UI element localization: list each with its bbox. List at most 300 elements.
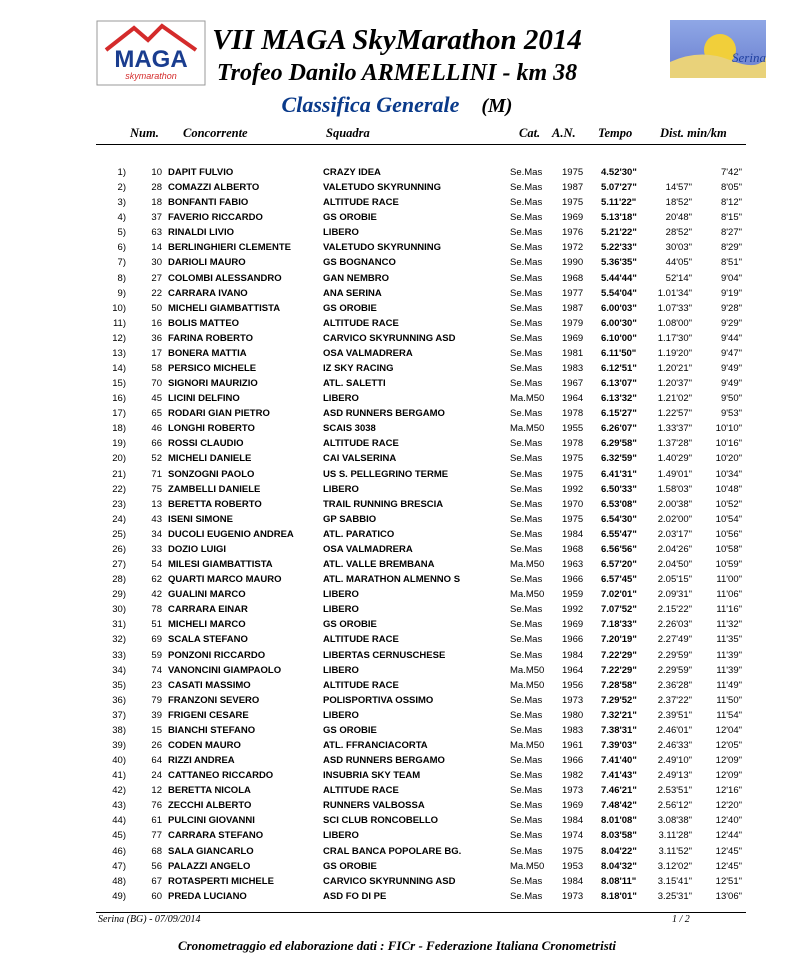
row-gap: 30'03" [665,242,692,254]
row-bib: 13 [151,498,162,510]
row-team: ATL. SALETTI [323,378,386,390]
row-team: CAI VALSERINA [323,453,397,465]
row-bib: 50 [151,302,162,314]
row-bib: 27 [151,272,162,284]
row-pace: 11'54" [716,709,742,721]
row-birth-year: 1973 [562,694,584,706]
row-category: Se.Mas [510,574,543,586]
row-pace: 10'10" [715,423,742,435]
row-gap: 2.09'31" [657,589,692,601]
row-pace: 9'29" [720,317,742,329]
row-category: Ma.M50 [510,679,545,691]
row-time: 7.29'52" [601,694,637,706]
row-team: SCI CLUB RONCOBELLO [323,815,439,827]
row-gap: 1.17'30" [657,332,692,344]
row-name: QUARTI MARCO MAURO [168,574,282,586]
row-pace: 8'05" [720,182,742,194]
row-birth-year: 1987 [562,302,584,314]
table-row [0,527,794,542]
row-bib: 62 [151,574,162,586]
row-category: Se.Mas [510,408,543,420]
row-birth-year: 1966 [562,634,584,646]
row-time: 6.13'07" [601,378,637,390]
row-bib: 78 [151,604,162,616]
row-gap: 1.40'29" [657,453,692,465]
row-position: 43) [112,800,126,812]
col-squadra: Squadra [326,126,370,140]
row-pace: 9'50" [720,393,742,405]
footer-location-date: Serina (BG) - 07/09/2014 [98,914,201,925]
row-category: Ma.M50 [510,739,545,751]
row-category: Se.Mas [510,830,543,842]
row-pace: 10'16" [715,438,742,450]
row-gap: 1.07'33" [657,302,692,314]
row-birth-year: 1956 [562,679,584,691]
row-position: 11) [112,317,126,329]
row-team: GAN NEMBRO [323,272,389,284]
row-bib: 70 [151,378,162,390]
row-birth-year: 1969 [562,212,584,224]
row-bib: 14 [151,242,162,254]
row-pace: 12'44" [715,830,742,842]
row-position: 22) [112,483,126,495]
row-category: Se.Mas [510,167,543,178]
table-row [0,331,794,346]
row-category: Se.Mas [510,619,543,631]
row-bib: 34 [151,528,162,540]
row-time: 6.53'08" [601,498,637,510]
row-time: 7.41'40" [601,755,637,767]
row-pace: 11'35" [716,634,742,646]
row-position: 36) [112,694,126,706]
row-gap: 2.37'22" [657,694,692,706]
row-position: 39) [112,739,126,751]
row-bib: 54 [151,559,162,571]
row-gap: 2.05'15" [657,574,692,586]
row-birth-year: 1977 [562,287,584,299]
table-row [0,557,794,572]
row-birth-year: 1983 [562,363,584,375]
row-time: 6.12'51" [601,363,637,375]
row-name: SONZOGNI PAOLO [168,468,255,480]
row-category: Ma.M50 [510,559,545,571]
row-birth-year: 1973 [562,890,584,902]
row-position: 42) [112,785,126,797]
row-time: 7.48'42" [601,800,637,812]
row-name: ZAMBELLI DANIELE [168,483,261,495]
row-position: 32) [112,634,126,646]
col-num: Num. [130,126,159,140]
row-team: CARVICO SKYRUNNING ASD [323,875,456,887]
table-row [0,798,794,813]
row-gap: 28'52" [665,227,692,239]
table-row [0,195,794,210]
row-pace: 12'16" [715,785,742,797]
row-gap: 2.46'01" [657,724,692,736]
row-name: GUALINI MARCO [168,589,246,601]
row-gap: 52'14" [665,272,692,284]
header-divider [96,144,746,145]
table-row [0,451,794,466]
row-time: 6.55'47" [601,528,637,540]
row-bib: 64 [151,755,162,767]
row-bib: 18 [151,197,162,209]
row-team: ATL. FFRANCIACORTA [323,739,428,751]
row-team: ATL. VALLE BREMBANA [323,559,435,571]
table-row [0,723,794,738]
row-name: FARINA ROBERTO [168,332,253,344]
col-cat: Cat. [519,126,541,140]
row-birth-year: 1961 [562,739,584,751]
row-category: Ma.M50 [510,393,545,405]
row-category: Se.Mas [510,227,543,239]
row-category: Se.Mas [510,498,543,510]
row-team: LIBERO [323,227,359,239]
row-category: Se.Mas [510,528,543,540]
row-position: 5) [117,227,126,239]
row-bib: 77 [151,830,162,842]
row-team: LIBERO [323,664,359,676]
row-team: GP SABBIO [323,513,377,525]
row-position: 24) [112,513,126,525]
row-position: 46) [112,845,126,857]
row-team: GS OROBIE [323,619,377,631]
row-gap: 1.01'34" [657,287,692,299]
logo-maga-text: MAGA [114,46,188,73]
row-time: 6.13'32" [601,393,637,405]
row-pace: 12'09" [715,770,742,782]
row-pace: 10'56" [715,528,742,540]
row-position: 47) [112,860,126,872]
row-team: GS OROBIE [323,724,377,736]
row-bib: 42 [151,589,162,601]
table-row [0,376,794,391]
table-row [0,889,794,904]
row-position: 31) [112,619,126,631]
row-birth-year: 1992 [562,483,584,495]
row-category: Se.Mas [510,543,543,555]
row-pace: 8'27" [720,227,742,239]
row-team: LIBERTAS CERNUSCHESE [323,649,446,661]
row-bib: 58 [151,363,162,375]
row-position: 49) [112,890,126,902]
row-team: LIBERO [323,709,359,721]
row-category: Se.Mas [510,785,543,797]
row-team: GS OROBIE [323,860,377,872]
row-position: 15) [112,378,126,390]
row-time: 8.01'08" [601,815,637,827]
row-pace: 12'05" [715,739,742,751]
table-row [0,316,794,331]
table-row [0,542,794,557]
row-gap: 3.11'52" [658,845,692,857]
row-bib: 10 [151,167,162,178]
table-row [0,512,794,527]
row-time: 7.28'58" [601,679,637,691]
row-name: RODARI GIAN PIETRO [168,408,270,420]
table-row [0,663,794,678]
table-header [0,126,794,144]
row-time: 7.32'21" [601,709,637,721]
row-category: Se.Mas [510,272,543,284]
row-bib: 52 [151,453,162,465]
row-bib: 74 [151,664,162,676]
row-bib: 75 [151,483,162,495]
row-name: LONGHI ROBERTO [168,423,255,435]
row-position: 20) [112,453,126,465]
row-position: 35) [112,679,126,691]
table-row [0,406,794,421]
row-time: 8.04'22" [601,845,637,857]
row-position: 33) [112,649,126,661]
row-name: MICHELI MARCO [168,619,246,631]
row-team: VALETUDO SKYRUNNING [323,182,442,194]
row-time: 5.44'44" [601,272,637,284]
footer-divider [96,912,746,913]
table-row [0,738,794,753]
table-row [0,617,794,632]
row-time: 7.07'52" [601,604,637,616]
row-gap: 20'48" [665,212,692,224]
row-birth-year: 1992 [562,604,584,616]
row-position: 21) [112,468,126,480]
row-name: PULCINI GIOVANNI [168,815,255,827]
row-category: Se.Mas [510,709,543,721]
row-time: 4.52'30" [601,167,637,178]
row-bib: 60 [151,890,162,902]
row-category: Se.Mas [510,302,543,314]
row-name: SCALA STEFANO [168,634,248,646]
row-birth-year: 1978 [562,408,584,420]
row-gap: 1.20'21" [657,363,692,375]
table-row [0,602,794,617]
row-time: 6.10'00" [601,332,637,344]
table-row [0,844,794,859]
row-gap: 2.15'22" [657,604,692,616]
row-pace: 10'58" [715,543,742,555]
row-bib: 61 [151,815,162,827]
row-time: 5.21'22" [601,227,637,239]
row-position: 29) [112,589,126,601]
row-team: ATL. MARATHON ALMENNO S [323,574,461,586]
row-team: US S. PELLEGRINO TERME [323,468,449,480]
row-name: CODEN MAURO [168,739,241,751]
row-position: 34) [112,664,126,676]
row-time: 7.39'03" [601,739,637,751]
table-row [0,783,794,798]
row-birth-year: 1975 [562,513,584,525]
row-category: Se.Mas [510,197,543,209]
row-time: 7.22'29" [601,664,637,676]
row-category: Se.Mas [510,755,543,767]
row-position: 8) [117,272,126,284]
row-team: ALTITUDE RACE [323,317,399,329]
row-name: BERETTA ROBERTO [168,498,262,510]
table-row [0,436,794,451]
row-bib: 36 [151,332,162,344]
row-bib: 23 [151,679,162,691]
row-gap: 1.08'00" [657,317,692,329]
row-pace: 11'39" [716,649,742,661]
row-team: LIBERO [323,604,359,616]
row-time: 5.22'33" [601,242,637,254]
row-name: DAPIT FULVIO [168,167,234,178]
row-team: ALTITUDE RACE [323,634,399,646]
row-team: LIBERO [323,830,359,842]
row-team: CRAZY IDEA [323,167,381,178]
row-pace: 11'32" [716,619,742,631]
row-category: Se.Mas [510,242,543,254]
row-birth-year: 1969 [562,800,584,812]
row-team: OSA VALMADRERA [323,347,413,359]
row-bib: 22 [151,287,162,299]
row-bib: 39 [151,709,162,721]
row-category: Se.Mas [510,724,543,736]
row-gap: 2.29'59" [657,664,692,676]
row-position: 45) [112,830,126,842]
row-time: 5.13'18" [601,212,637,224]
row-position: 2) [117,182,126,194]
row-name: COMAZZI ALBERTO [168,182,260,194]
table-row [0,255,794,270]
table-row [0,225,794,240]
row-time: 7.46'21" [601,785,637,797]
table-row [0,708,794,723]
row-category: Ma.M50 [510,589,545,601]
row-birth-year: 1973 [562,785,584,797]
row-gap: 2.27'49" [657,634,692,646]
row-name: CASATI MASSIMO [168,679,251,691]
row-name: BERLINGHIERI CLEMENTE [168,242,291,254]
row-name: PERSICO MICHELE [168,363,257,375]
row-pace: 12'09" [715,755,742,767]
row-name: BERETTA NICOLA [168,785,251,797]
row-birth-year: 1987 [562,182,584,194]
row-position: 13) [112,347,126,359]
row-pace: 12'51" [715,875,742,887]
row-bib: 66 [151,438,162,450]
row-name: VANONCINI GIAMPAOLO [168,664,282,676]
table-row [0,180,794,195]
row-time: 6.00'03" [601,302,637,314]
row-position: 40) [112,755,126,767]
row-pace: 10'20" [715,453,742,465]
row-time: 8.08'11" [601,875,637,887]
row-position: 17) [112,408,126,420]
row-birth-year: 1975 [562,167,584,178]
row-category: Se.Mas [510,694,543,706]
classifica-heading [0,92,794,118]
row-birth-year: 1969 [562,619,584,631]
row-birth-year: 1980 [562,709,584,721]
row-gap: 1.19'20" [657,347,692,359]
row-time: 6.56'56" [601,543,637,555]
row-pace: 8'51" [720,257,742,269]
row-time: 6.11'50" [601,347,637,359]
row-gap: 2.00'38" [657,498,692,510]
row-bib: 30 [151,257,162,269]
row-team: ASD RUNNERS BERGAMO [323,408,445,420]
row-time: 6.29'58" [601,438,637,450]
row-team: ASD RUNNERS BERGAMO [323,755,445,767]
row-position: 37) [112,709,126,721]
row-birth-year: 1982 [562,770,584,782]
row-position: 19) [112,438,126,450]
row-time: 7.20'19" [601,634,637,646]
row-position: 4) [117,212,126,224]
row-gap: 14'57" [665,182,692,194]
row-team: INSUBRIA SKY TEAM [323,770,421,782]
row-position: 44) [112,815,126,827]
row-team: ALTITUDE RACE [323,679,399,691]
footer-credits: Cronometraggio ed elaborazione dati : FICr - Federazione Italiana Cronometristi [177,938,617,953]
row-birth-year: 1984 [562,649,584,661]
row-team: RUNNERS VALBOSSA [323,800,425,812]
col-tempo: Tempo [598,126,633,140]
row-gap: 3.25'31" [657,890,692,902]
row-birth-year: 1976 [562,227,584,239]
row-category: Se.Mas [510,845,543,857]
row-name: FRANZONI SEVERO [168,694,260,706]
row-position: 38) [112,724,126,736]
row-birth-year: 1984 [562,815,584,827]
row-team: ALTITUDE RACE [323,197,399,209]
row-name: DUCOLI EUGENIO ANDREA [168,528,294,540]
row-bib: 15 [151,724,162,736]
row-gap: 2.26'03" [657,619,692,631]
row-bib: 65 [151,408,162,420]
row-time: 6.26'07" [601,423,637,435]
row-gap: 1.20'37" [657,378,692,390]
row-name: CARRARA IVANO [168,287,248,299]
row-position: 18) [112,423,126,435]
row-time: 7.38'31" [601,724,637,736]
row-team: CRAL BANCA POPOLARE BG. [323,845,462,857]
row-category: Se.Mas [510,257,543,269]
row-name: DARIOLI MAURO [168,257,246,269]
row-bib: 68 [151,845,162,857]
row-name: PONZONI RICCARDO [168,649,266,661]
table-row [0,361,794,376]
row-pace: 9'19" [720,287,742,299]
row-birth-year: 1964 [562,393,584,405]
table-row [0,391,794,406]
row-pace: 10'54" [715,513,742,525]
row-time: 6.00'30" [601,317,637,329]
row-birth-year: 1964 [562,664,584,676]
row-category: Se.Mas [510,513,543,525]
row-team: ATL. PARATICO [323,528,395,540]
table-row [0,768,794,783]
row-category: Se.Mas [510,890,543,902]
row-time: 6.50'33" [601,483,637,495]
row-position: 28) [112,574,126,586]
row-name: FAVERIO RICCARDO [168,212,263,224]
row-name: MICHELI GIAMBATTISTA [168,302,281,314]
row-team: TRAIL RUNNING BRESCIA [323,498,444,510]
row-position: 27) [112,559,126,571]
row-bib: 67 [151,875,162,887]
row-position: 41) [112,770,126,782]
row-pace: 12'45" [715,860,742,872]
row-pace: 8'12" [720,197,742,209]
row-position: 30) [112,604,126,616]
row-bib: 59 [151,649,162,661]
row-birth-year: 1966 [562,574,584,586]
row-name: CARRARA EINAR [168,604,248,616]
row-gap: 2.56'12" [657,800,692,812]
page-number: 1 / 2 [672,914,690,925]
